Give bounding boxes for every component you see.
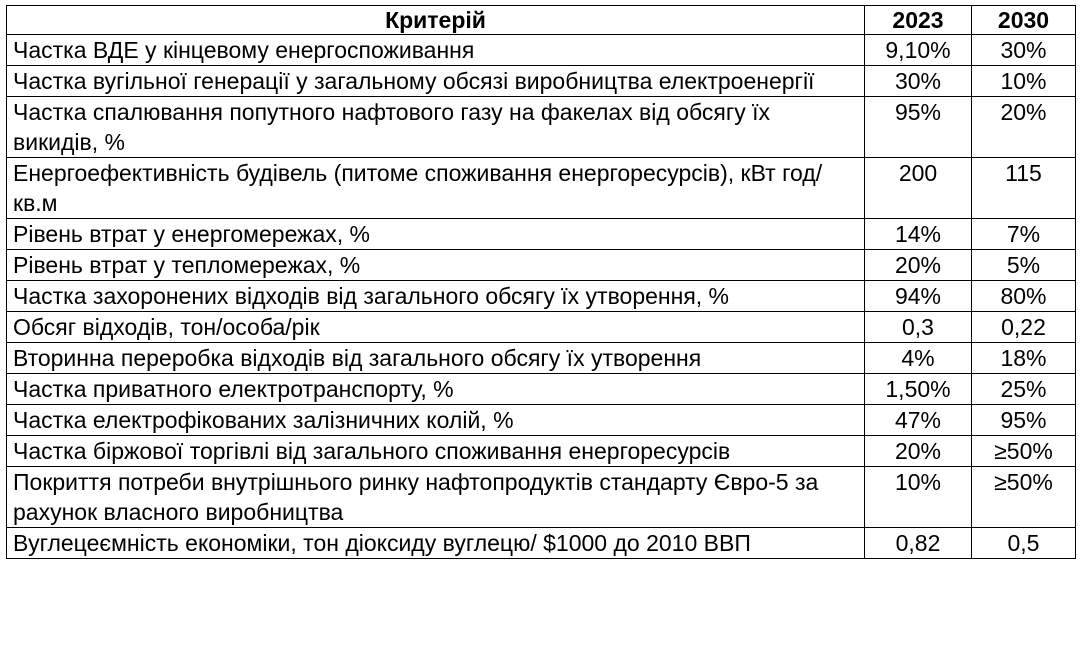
criterion-cell: Рівень втрат у енергомережах, %	[7, 219, 865, 250]
table-row	[7, 66, 1076, 97]
table-row	[7, 97, 1076, 158]
criterion-cell: Покриття потреби внутрішнього ринку нафтопродуктів стандарту Євро-5 за рахунок власного виробництва	[7, 467, 865, 528]
value-2030-cell: 18%	[972, 343, 1076, 374]
criterion-cell: Частка електрофікованих залізничних колій, %	[7, 405, 865, 436]
header-year-2023: 2023	[865, 6, 972, 35]
criterion-cell: Обсяг відходів, тон/особа/рік	[7, 312, 865, 343]
value-2023-cell: 4%	[865, 343, 972, 374]
value-2030-cell: 95%	[972, 405, 1076, 436]
table-row	[7, 312, 1076, 343]
criterion-cell: Енергоефективність будівель (питоме споживання енергоресурсів), кВт год/кв.м	[7, 158, 865, 219]
table-row	[7, 374, 1076, 405]
value-2030-cell: 20%	[972, 97, 1076, 158]
value-2023-cell: 0,3	[865, 312, 972, 343]
value-2030-cell: 5%	[972, 250, 1076, 281]
value-2023-cell: 10%	[865, 467, 972, 528]
value-2023-cell: 200	[865, 158, 972, 219]
value-2023-cell: 94%	[865, 281, 972, 312]
value-2023-cell: 20%	[865, 250, 972, 281]
criteria-table	[6, 5, 1076, 559]
value-2023-cell: 95%	[865, 97, 972, 158]
criterion-cell: Рівень втрат у тепломережах, %	[7, 250, 865, 281]
value-2030-cell: 7%	[972, 219, 1076, 250]
value-2023-cell: 1,50%	[865, 374, 972, 405]
value-2023-cell: 14%	[865, 219, 972, 250]
value-2023-cell: 47%	[865, 405, 972, 436]
value-2023-cell: 30%	[865, 66, 972, 97]
value-2030-cell: 0,5	[972, 528, 1076, 559]
header-year-2030: 2030	[972, 6, 1076, 35]
value-2030-cell: 115	[972, 158, 1076, 219]
criterion-cell: Вторинна переробка відходів від загального обсягу їх утворення	[7, 343, 865, 374]
criterion-cell: Вуглецеємність економіки, тон діоксиду вуглецю/ $1000 до 2010 ВВП	[7, 528, 865, 559]
criterion-cell: Частка біржової торгівлі від загального споживання енергоресурсів	[7, 436, 865, 467]
header-row	[7, 6, 1076, 35]
value-2023-cell: 0,82	[865, 528, 972, 559]
value-2030-cell: 80%	[972, 281, 1076, 312]
criterion-cell: Частка ВДЕ у кінцевому енергоспоживання	[7, 35, 865, 66]
criterion-cell: Частка захоронених відходів від загального обсягу їх утворення, %	[7, 281, 865, 312]
header-criterion: Критерій	[7, 6, 865, 35]
value-2023-cell: 9,10%	[865, 35, 972, 66]
criterion-cell: Частка приватного електротранспорту, %	[7, 374, 865, 405]
table-row	[7, 343, 1076, 374]
table-row	[7, 436, 1076, 467]
value-2030-cell: ≥50%	[972, 467, 1076, 528]
table-row	[7, 281, 1076, 312]
table-row	[7, 528, 1076, 559]
table-row	[7, 467, 1076, 528]
value-2030-cell: 0,22	[972, 312, 1076, 343]
table-row	[7, 158, 1076, 219]
value-2030-cell: 30%	[972, 35, 1076, 66]
value-2030-cell: ≥50%	[972, 436, 1076, 467]
value-2023-cell: 20%	[865, 436, 972, 467]
criterion-cell: Частка вугільної генерації у загальному обсязі виробництва електроенергії	[7, 66, 865, 97]
table-row	[7, 219, 1076, 250]
table-row	[7, 405, 1076, 436]
value-2030-cell: 10%	[972, 66, 1076, 97]
table-row	[7, 250, 1076, 281]
table-row	[7, 35, 1076, 66]
criterion-cell: Частка спалювання попутного нафтового газу на факелах від обсягу їх викидів, %	[7, 97, 865, 158]
value-2030-cell: 25%	[972, 374, 1076, 405]
